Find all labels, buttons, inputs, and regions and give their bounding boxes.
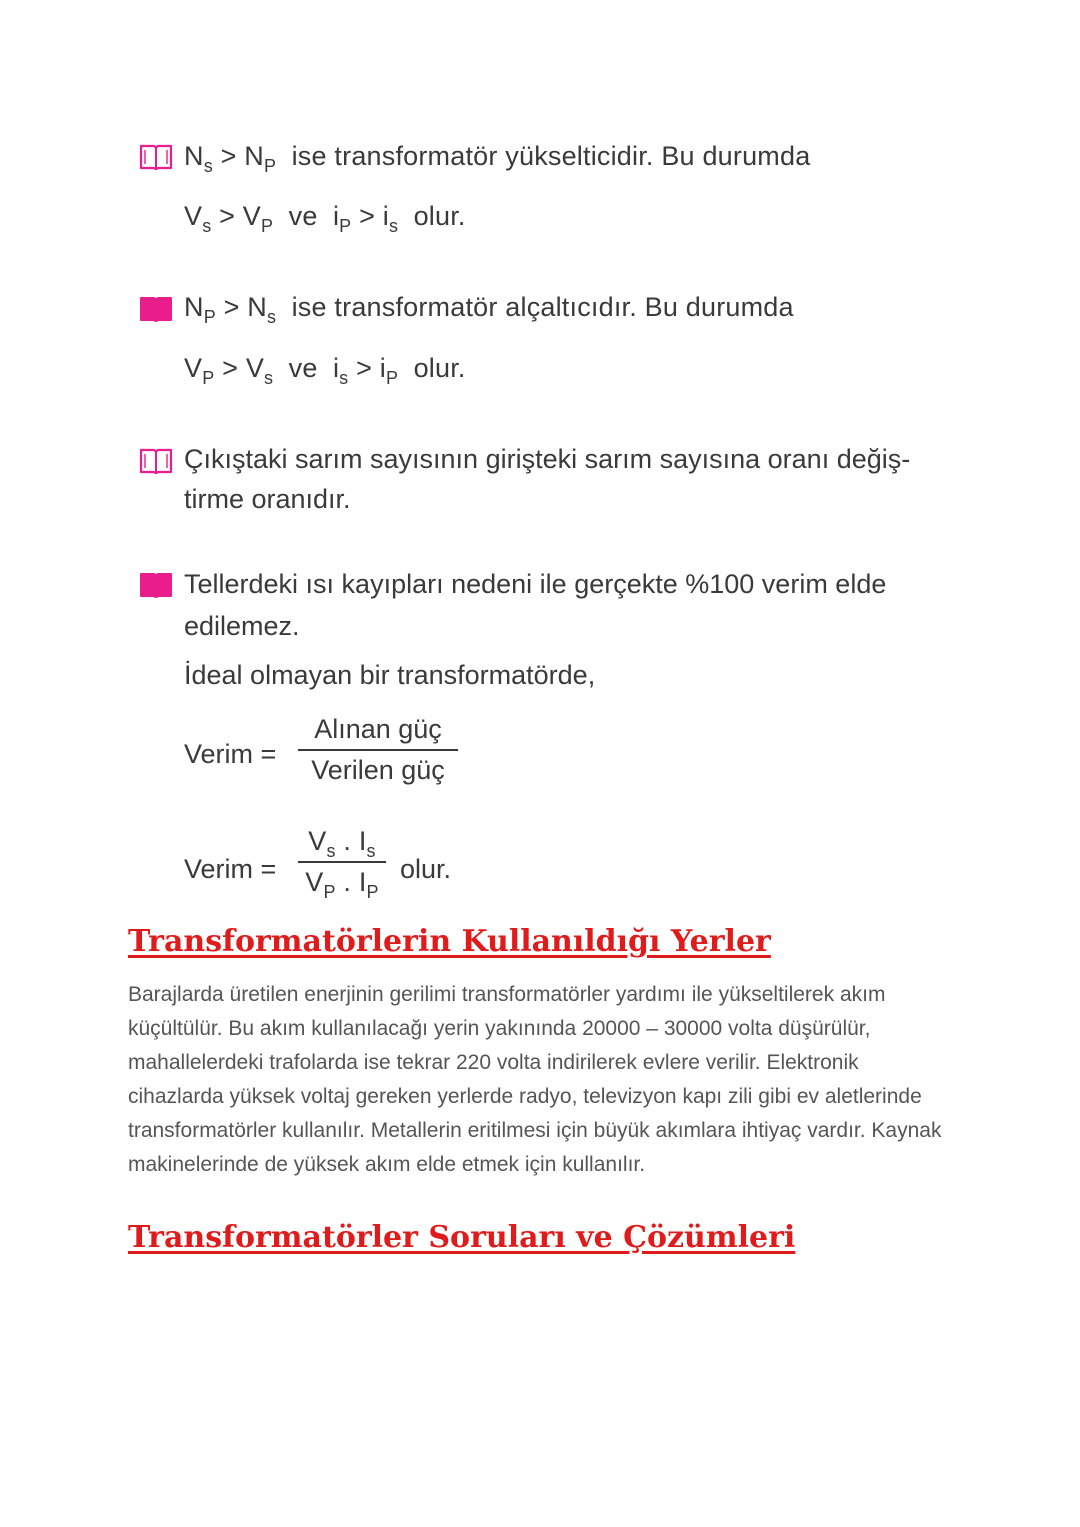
note4-line3: İdeal olmayan bir transformatörde,	[184, 660, 596, 690]
formula2-end: olur.	[400, 854, 452, 884]
note4-line2: edilemez.	[184, 611, 300, 641]
formula2-lhs: Verim =	[184, 854, 277, 884]
block1-line2: $V_s > V_P$ ve $i_P > i_s$ olur.	[184, 201, 466, 236]
closed-book-icon	[138, 294, 174, 324]
formula1-fraction	[298, 714, 458, 786]
open-book-icon	[138, 446, 174, 476]
fraction-bar	[298, 861, 386, 863]
section-paragraph-usage: Barajlarda üretilen enerjinin gerilimi transformatörler yardımı ile yükseltilerek akım küçültülür. Bu akım kullanılacağı yerin yakınında 20000 – 30000 volta düşürülür, mahallelerdeki trafolarda ise tekrar 220 volta indirilerek evlere verilir. Elektronik cihazlarda yüksek voltaj gereken yerlerde radyo, televizyon kapı zili gibi ev aletlerinde transformatörler kullanılır. Metallerin eritilmesi için büyük akımlara ihtiyaç vardır. Kaynak makinelerinde de yüksek akım elde etmek için kullanılır.	[128, 983, 942, 1176]
section-heading-questions: Transformatörler Soruları ve Çözümleri	[128, 1220, 796, 1255]
fraction-bar	[298, 749, 458, 751]
formula2-numerator: $V_s$ . $I_s$	[308, 826, 376, 861]
block2-line1: $N_P > N_s$ ise transformatör alçaltıcıdır. Bu durumda	[184, 292, 794, 327]
formula2-fraction	[298, 826, 386, 902]
note3-line1: Çıkıştaki sarım sayısının girişteki sarım sayısına oranı değiş-	[184, 444, 911, 474]
closed-book-icon	[138, 570, 174, 600]
formula1-numerator: Alınan güç	[314, 714, 442, 744]
block1-line1: $N_s > N_P$ ise transformatör yükselticidir. Bu durumda	[184, 141, 811, 176]
note4-line1: Tellerdeki ısı kayıpları nedeni ile gerçekte %100 verim elde	[184, 569, 887, 599]
open-book-icon	[138, 142, 174, 172]
section-heading-usage: Transformatörlerin Kullanıldığı Yerler	[128, 924, 771, 959]
note3-line2: tirme oranıdır.	[184, 484, 351, 514]
formula1-lhs: Verim =	[184, 739, 277, 769]
formula2-denominator: $V_P$ . $I_P$	[305, 867, 379, 902]
formula1-denominator: Verilen güç	[311, 755, 445, 785]
block2-line2: $V_P > V_s$ ve $i_s > i_P$ olur.	[184, 353, 466, 388]
